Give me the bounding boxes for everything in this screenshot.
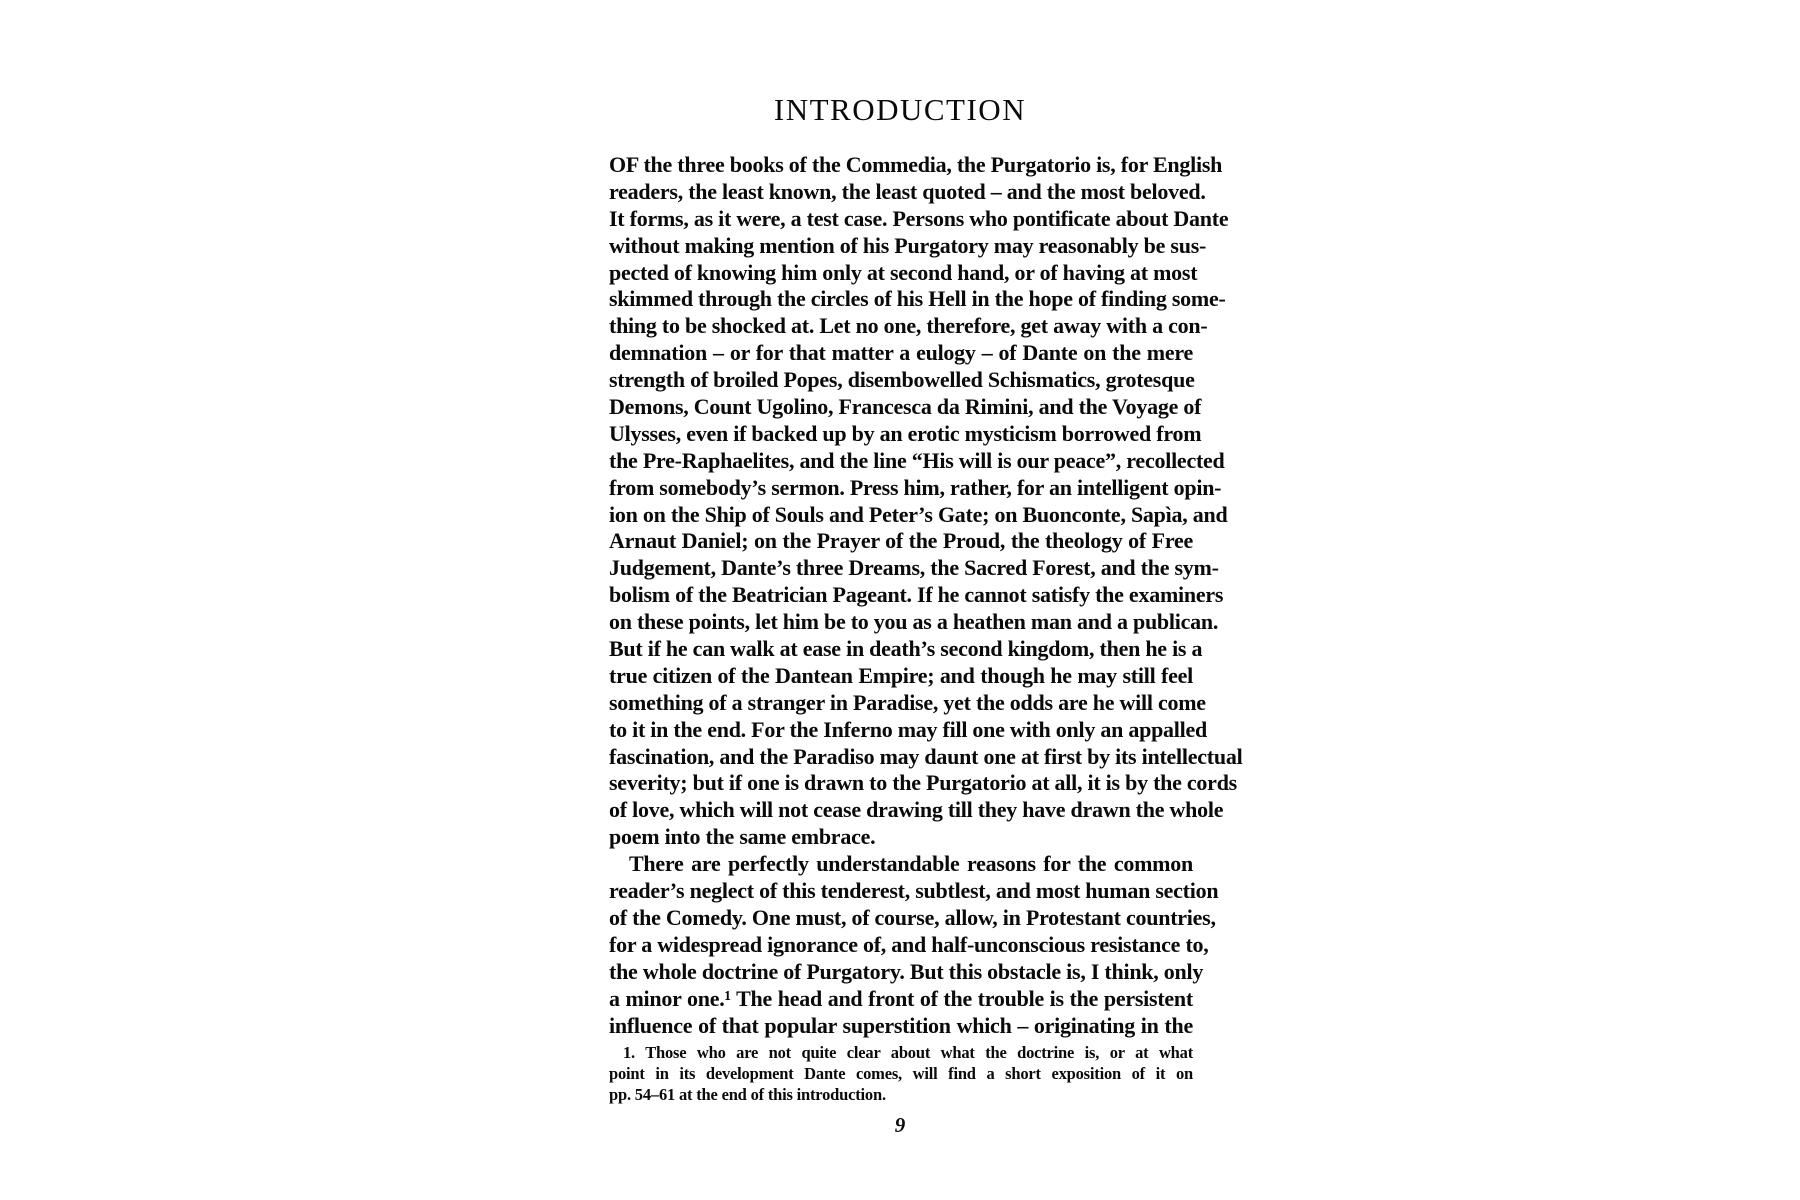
text-line: severity; but if one is drawn to the Purgatorio at all, it is by the cords	[609, 770, 1237, 796]
page-number: 9	[894, 1113, 906, 1137]
text-line: There are perfectly understandable reasons for the common	[629, 851, 1193, 877]
text-line: strength of broiled Popes, disembowelled Schismatics, grotesque	[609, 367, 1195, 393]
text-line: something of a stranger in Paradise, yet the odds are he will come	[609, 689, 1206, 715]
text-line: from somebody’s sermon. Press him, rather, for an intelligent opin-	[609, 474, 1222, 500]
text-line: the Pre-Raphaelites, and the line “His will is our peace”, recollected	[609, 447, 1225, 473]
text-line: readers, the least known, the least quoted – and the most beloved.	[609, 178, 1206, 204]
text-line: demnation – or for that matter a eulogy – of Dante on the mere	[609, 340, 1193, 366]
text-line: for a widespread ignorance of, and half-unconscious resistance to,	[609, 931, 1209, 957]
text-line: skimmed through the circles of his Hell in the hope of finding some-	[609, 286, 1226, 312]
footnote-line: 1. Those who are not quite clear about what the doctrine is, or at what	[623, 1043, 1193, 1062]
text-line: a minor one.¹ The head and front of the trouble is the persistent	[609, 985, 1193, 1011]
text-line: Ulysses, even if backed up by an erotic mysticism borrowed from	[609, 420, 1202, 446]
text-line: on these points, let him be to you as a heathen man and a publican.	[609, 609, 1219, 635]
text-line: influence of that popular superstition which – originating in the	[609, 1012, 1193, 1038]
text-line: the whole doctrine of Purgatory. But this obstacle is, I think, only	[609, 958, 1204, 984]
text-line: ion on the Ship of Souls and Peter’s Gate; on Buonconte, Sapìa, and	[609, 501, 1228, 527]
text-line: fascination, and the Paradiso may daunt one at first by its intellectual	[609, 743, 1243, 769]
text-line: pected of knowing him only at second hand, or of having at most	[609, 259, 1198, 285]
text-line: of love, which will not cease drawing till they have drawn the whole	[609, 797, 1224, 823]
text-line: thing to be shocked at. Let no one, therefore, get away with a con-	[609, 313, 1208, 339]
footnote	[609, 1042, 1193, 1105]
chapter-title: INTRODUCTION	[773, 92, 1027, 127]
text-line: poem into the same embrace.	[609, 824, 876, 850]
text-line: But if he can walk at ease in death’s second kingdom, then he is a	[609, 636, 1203, 662]
text-line: reader’s neglect of this tenderest, subtlest, and most human section	[609, 878, 1219, 904]
footnote-line: point in its development Dante comes, will find a short exposition of it on	[609, 1064, 1193, 1083]
text-line: Demons, Count Ugolino, Francesca da Rimini, and the Voyage of	[609, 394, 1202, 420]
text-line: true citizen of the Dantean Empire; and though he may still feel	[609, 662, 1193, 688]
text-line: Judgement, Dante’s three Dreams, the Sacred Forest, and the sym-	[609, 555, 1219, 581]
text-line: OF the three books of the Commedia, the Purgatorio is, for English	[609, 152, 1223, 177]
text-line: of the Comedy. One must, of course, allow, in Protestant countries,	[609, 904, 1216, 930]
text-line: Arnaut Daniel; on the Prayer of the Proud, the theology of Free	[609, 528, 1193, 554]
text-line: bolism of the Beatrician Pageant. If he cannot satisfy the examiners	[609, 582, 1224, 608]
text-line: It forms, as it were, a test case. Persons who pontificate about Dante	[609, 205, 1229, 231]
text-line: without making mention of his Purgatory may reasonably be sus-	[609, 232, 1207, 258]
body-text	[609, 152, 1243, 1039]
text-line: to it in the end. For the Inferno may fill one with only an appalled	[609, 716, 1208, 742]
footnote-line: pp. 54–61 at the end of this introduction.	[609, 1085, 886, 1104]
